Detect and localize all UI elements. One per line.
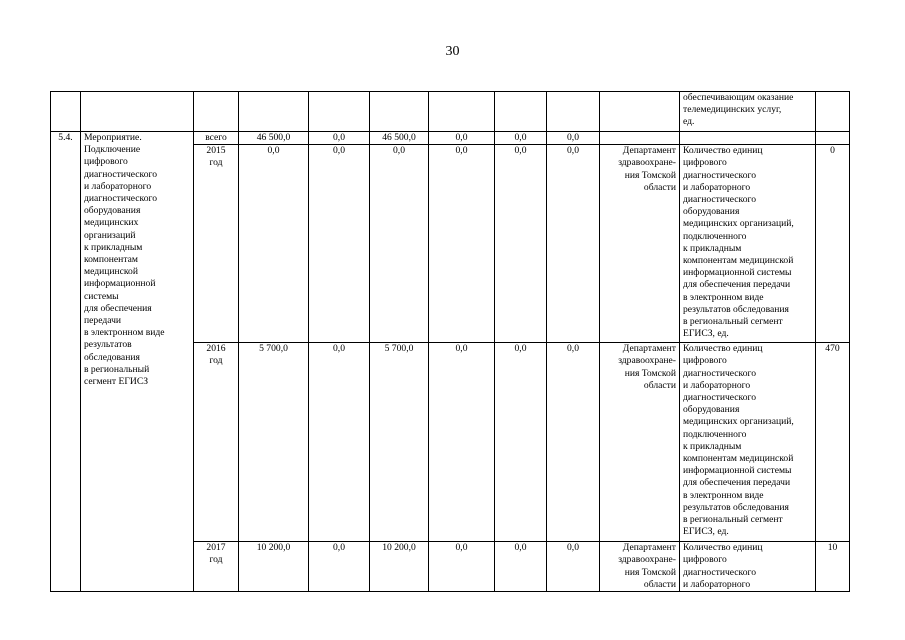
total-value: 0,0 <box>309 132 370 145</box>
total-value: 0,0 <box>495 132 547 145</box>
value-cell: 10 200,0 <box>239 542 309 592</box>
empty-cell <box>51 92 81 132</box>
indicator-cell: Количество единиц цифрового диагностического и лабораторного диагностического оборудования медицинских организаций, подключенного к прикладным компонентам медицинской информационной системы для обеспечения передачи в электронном виде результатов обследования в региональный сегмент ЕГИСЗ, ед. <box>680 343 816 542</box>
item-number: 5.4. <box>51 132 81 592</box>
total-label: всего <box>194 132 239 145</box>
year-cell: 2015 год <box>194 145 239 343</box>
executor-cell: Департамент здравоохране- ния Томской области <box>600 145 680 343</box>
value-cell: 0,0 <box>547 542 600 592</box>
value-cell: 0,0 <box>309 343 370 542</box>
table-row-total <box>51 132 850 145</box>
total-value: 46 500,0 <box>239 132 309 145</box>
value-cell: 0,0 <box>239 145 309 343</box>
indicator-cell: обеспечивающим оказание телемедицинских услуг, ед. <box>680 92 816 132</box>
value-cell: 0,0 <box>429 343 495 542</box>
value-cell: 0,0 <box>547 343 600 542</box>
total-value: 0,0 <box>547 132 600 145</box>
page-number: 30 <box>445 44 460 59</box>
value-cell: 0,0 <box>495 145 547 343</box>
value-cell: 0,0 <box>370 145 429 343</box>
value-cell: 0,0 <box>429 542 495 592</box>
value-cell: 0,0 <box>547 145 600 343</box>
empty-cell <box>816 92 850 132</box>
empty-cell <box>239 92 309 132</box>
empty-cell <box>547 92 600 132</box>
value-cell: 0,0 <box>309 145 370 343</box>
empty-cell <box>429 92 495 132</box>
program-table <box>50 91 850 592</box>
value-cell: 5 700,0 <box>370 343 429 542</box>
indicator-value: 470 <box>816 343 850 542</box>
total-value: 0,0 <box>429 132 495 145</box>
indicator-cell: Количество единиц цифрового диагностического и лабораторного <box>680 542 816 592</box>
indicator-value: 10 <box>816 542 850 592</box>
empty-cell <box>194 92 239 132</box>
total-value: 46 500,0 <box>370 132 429 145</box>
value-cell: 0,0 <box>309 542 370 592</box>
value-cell: 10 200,0 <box>370 542 429 592</box>
item-name: Мероприятие. Подключение цифрового диагностического и лабораторного диагностического оборудования медицинских организаций к прикладным компонентам медицинской информационной системы для обеспечения передачи в электронном виде результатов обследования в региональный сегмент ЕГИСЗ <box>81 132 194 592</box>
empty-cell <box>495 92 547 132</box>
empty-cell <box>816 132 850 145</box>
executor-cell: Департамент здравоохране- ния Томской области <box>600 343 680 542</box>
empty-cell <box>309 92 370 132</box>
value-cell: 5 700,0 <box>239 343 309 542</box>
executor-cell: Департамент здравоохране- ния Томской области <box>600 542 680 592</box>
empty-cell <box>600 92 680 132</box>
value-cell: 0,0 <box>429 145 495 343</box>
indicator-cell: Количество единиц цифрового диагностического и лабораторного диагностического оборудования медицинских организаций, подключенного к прикладным компонентам медицинской информационной системы для обеспечения передачи в электронном виде результатов обследования в региональный сегмент ЕГИСЗ, ед. <box>680 145 816 343</box>
empty-cell <box>680 132 816 145</box>
empty-cell <box>81 92 194 132</box>
table-row <box>51 92 850 132</box>
empty-cell <box>370 92 429 132</box>
year-cell: 2017 год <box>194 542 239 592</box>
value-cell: 0,0 <box>495 343 547 542</box>
value-cell: 0,0 <box>495 542 547 592</box>
empty-cell <box>600 132 680 145</box>
indicator-value: 0 <box>816 145 850 343</box>
year-cell: 2016 год <box>194 343 239 542</box>
